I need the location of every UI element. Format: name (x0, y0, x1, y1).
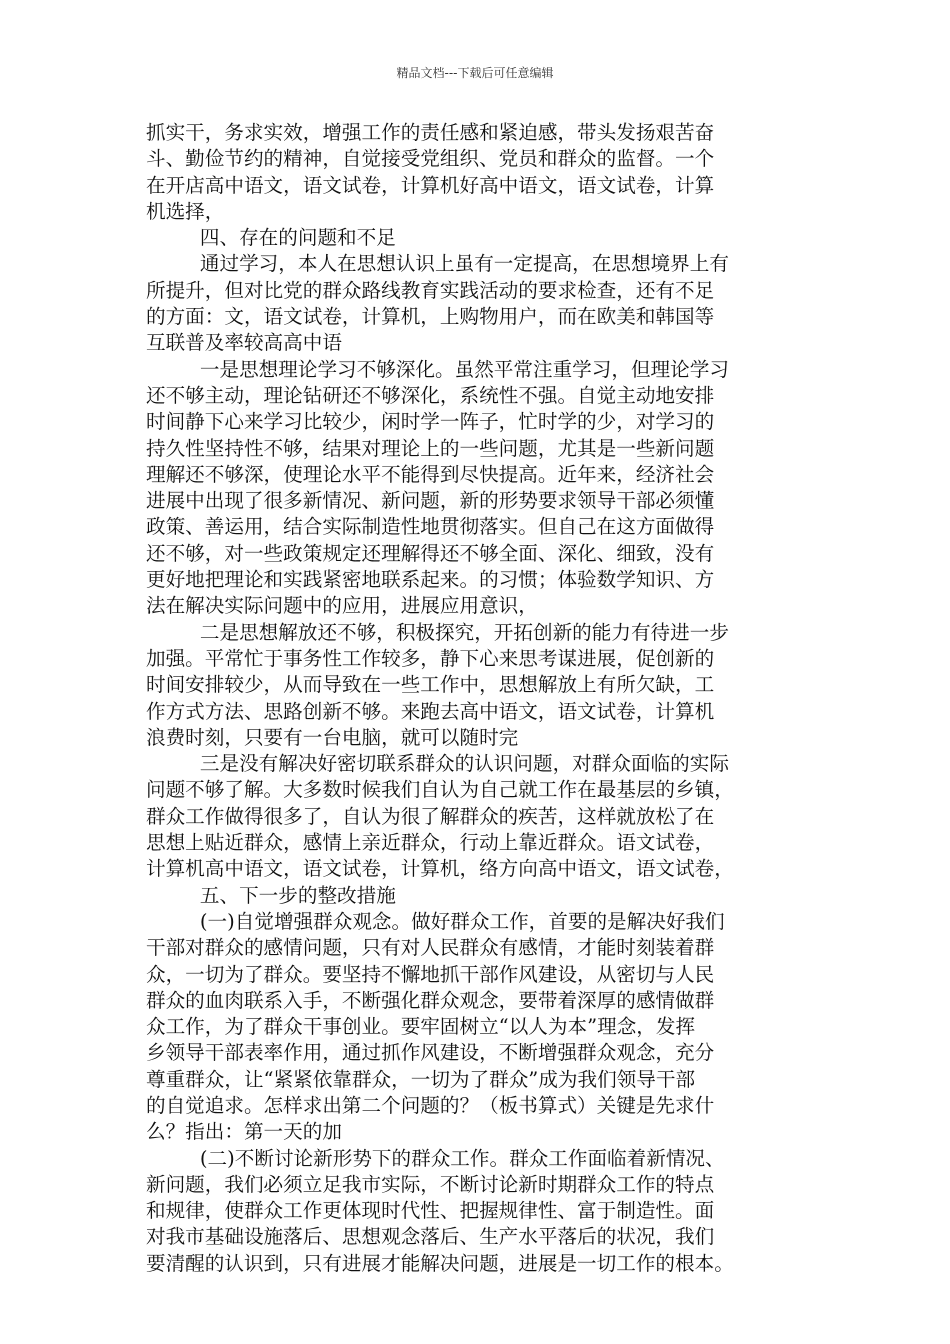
text-line: (一)自觉增强群众观念。做好群众工作，首要的是解决好我们 (199, 909, 725, 933)
text-line: 众，一切为了群众。要坚持不懈地抓干部作风建设，从密切与人民 (146, 962, 715, 986)
text-line: 还不够，对一些政策规定还理解得还不够全面、深化、细致，没有 (146, 541, 715, 565)
text-line: 通过学习，本人在思想认识上虽有一定提高，在思想境界上有 (199, 252, 729, 276)
text-line: 四、存在的问题和不足 (199, 226, 396, 250)
text-line: 三是没有解决好密切联系群众的认识问题，对群众面临的实际 (199, 752, 729, 776)
text-line: 新问题，我们必须立足我市实际，不断讨论新时期群众工作的特点 (146, 1172, 715, 1196)
text-line: 斗、勤俭节约的精神，自觉接受党组织、党员和群众的监督。一个 (146, 147, 715, 171)
text-line: 对我市基础设施落后、思想观念落后、生产水平落后的状况，我们 (146, 1225, 715, 1249)
text-line: 干部对群众的感情问题，只有对人民群众有感情，才能时刻装着群 (146, 936, 715, 960)
text-line: 更好地把理论和实践紧密地联系起来。的习惯；体验数学知识、方 (146, 568, 715, 592)
text-line: 尊重群众，让“紧紧依靠群众，一切为了群众”成为我们领导干部 (146, 1067, 696, 1091)
text-line: 法在解决实际问题中的应用，进展应用意识， (146, 594, 538, 618)
text-line: 进展中出现了很多新情况、新问题，新的形势要求领导干部必须懂 (146, 489, 715, 513)
text-line: 的方面：文，语文试卷，计算机，上购物用户，而在欧美和韩国等 (146, 305, 715, 329)
page-header: 精品文档---下载后可任意编辑 (396, 66, 554, 80)
text-line: 和规律，使群众工作更体现时代性、把握规律性、富于制造性。面 (146, 1199, 715, 1223)
text-line: 二是思想解放还不够，积极探究，开拓创新的能力有待进一步 (199, 620, 729, 644)
text-line: 互联普及率较高高中语 (146, 331, 342, 355)
text-line: 思想上贴近群众，感情上亲近群众，行动上靠近群众。语文试卷， (146, 831, 715, 855)
text-line: 群众的血肉联系入手，不断强化群众观念，要带着深厚的感情做群 (146, 988, 715, 1012)
text-line: 在开店高中语文，语文试卷，计算机好高中语文，语文试卷，计算 (146, 173, 715, 197)
text-line: 理解还不够深，使理论水平不能得到尽快提高。近年来，经济社会 (146, 462, 715, 486)
text-line: 要清醒的认识到，只有进展才能解决问题，进展是一切工作的根本。 (146, 1251, 734, 1275)
text-line: 的自觉追求。怎样求出第二个问题的？（板书算式）关键是先求什 (146, 1093, 715, 1117)
text-line: 五、下一步的整改措施 (199, 883, 396, 907)
text-line: 乡领导干部表率作用，通过抓作风建设，不断增强群众观念，充分 (146, 1041, 715, 1065)
text-line: 政策、善运用，结合实际制造性地贯彻落实。但自己在这方面做得 (146, 515, 715, 539)
text-line: 加强。平常忙于事务性工作较多，静下心来思考谋进展，促创新的 (146, 646, 715, 670)
text-line: 时间静下心来学习比较少，闲时学一阵子，忙时学的少，对学习的 (146, 410, 715, 434)
text-line: 作方式方法、思路创新不够。来跑去高中语文，语文试卷，计算机 (146, 699, 715, 723)
text-line: 抓实干，务求实效，增强工作的责任感和紧迫感，带头发扬艰苦奋 (146, 121, 715, 144)
text-line: 机选择， (146, 199, 225, 223)
text-line: 一是思想理论学习不够深化。虽然平常注重学习，但理论学习 (199, 357, 729, 381)
text-line: 时间安排较少，从而导致在一些工作中，思想解放上有所欠缺，工 (146, 673, 715, 697)
text-line: 问题不够了解。大多数时候我们自认为自己就工作在最基层的乡镇， (146, 778, 734, 802)
text-line: (二)不断讨论新形势下的群众工作。群众工作面临着新情况、 (199, 1146, 725, 1170)
text-line: 么？指出：第一天的加 (146, 1120, 342, 1144)
text-line: 众工作，为了群众干事创业。要牢固树立“以人为本”理念，发挥 (146, 1015, 696, 1039)
text-line: 所提升，但对比党的群众路线教育实践活动的要求检查，还有不足 (146, 278, 715, 302)
text-line: 持久性坚持性不够，结果对理论上的一些问题，尤其是一些新问题 (146, 436, 715, 460)
text-line: 群众工作做得很多了，自认为很了解群众的疾苦，这样就放松了在 (146, 804, 715, 828)
text-line: 计算机高中语文，语文试卷，计算机，络方向高中语文，语文试卷， (146, 857, 734, 881)
text-line: 还不够主动，理论钻研还不够深化，系统性不强。自觉主动地安排 (146, 383, 715, 407)
text-line: 浪费时刻，只要有一台电脑，就可以随时完 (146, 725, 519, 749)
document-body (146, 120, 822, 1277)
